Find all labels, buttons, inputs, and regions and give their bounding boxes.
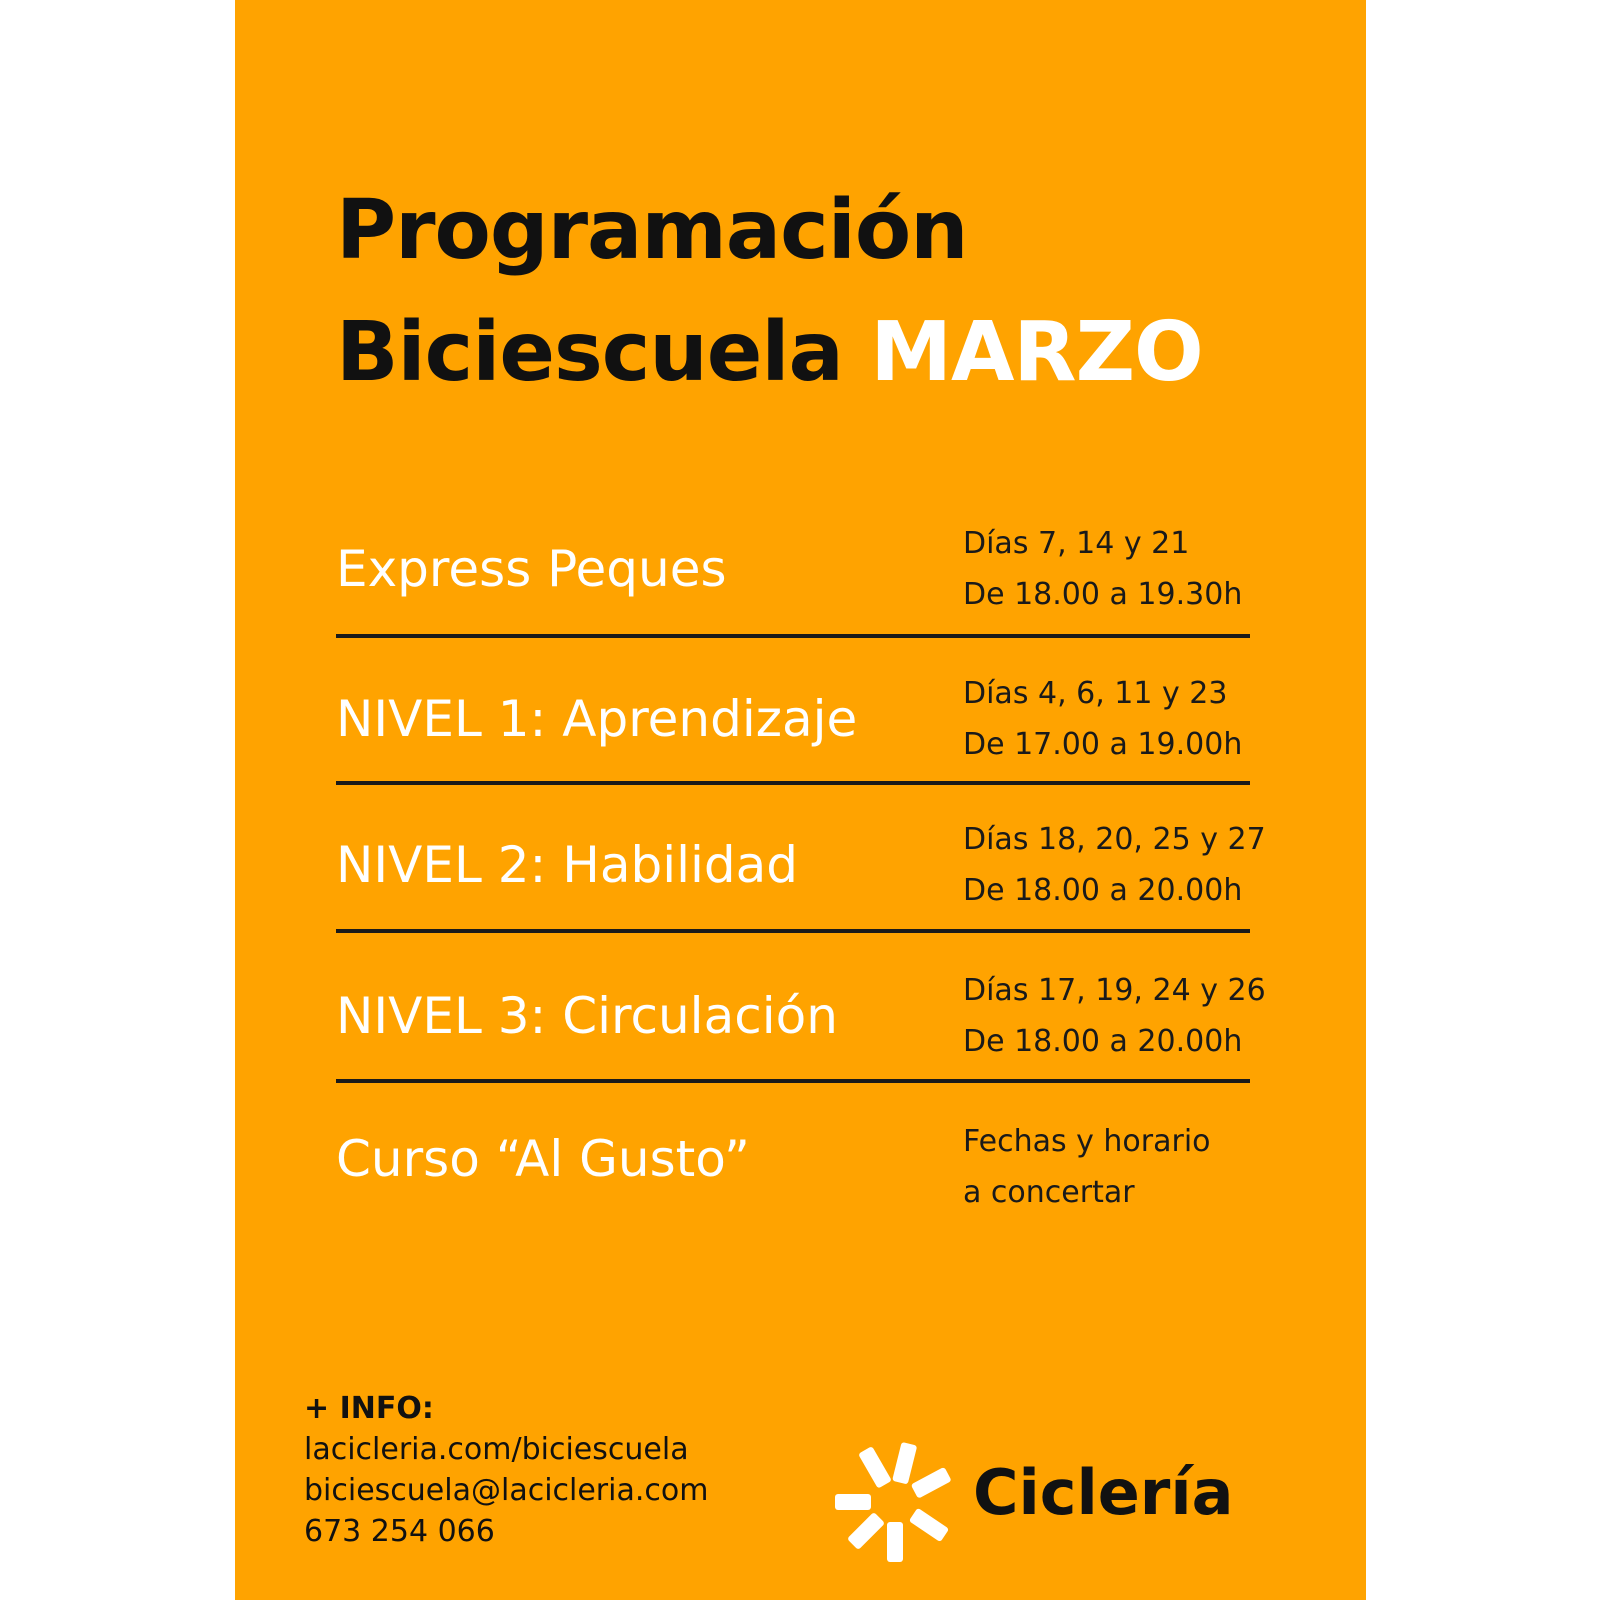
course-days: Días 4, 6, 11 y 23 xyxy=(963,676,1228,711)
course-name: NIVEL 3: Circulación xyxy=(336,987,838,1045)
divider xyxy=(336,781,1250,785)
course-hours: De 18.00 a 20.00h xyxy=(963,873,1243,908)
course-days: Días 7, 14 y 21 xyxy=(963,526,1190,561)
course-dates-note: Fechas y horario xyxy=(963,1124,1211,1159)
title-line1: Programación xyxy=(336,183,968,278)
title-biciescuela-marzo xyxy=(336,305,1203,400)
sunburst-icon xyxy=(835,1440,959,1564)
title-line2: Biciescuela xyxy=(336,305,843,400)
course-name: Curso “Al Gusto” xyxy=(336,1130,750,1188)
info-email: biciescuela@lacicleria.com xyxy=(304,1473,709,1508)
poster xyxy=(235,0,1366,1600)
course-hours: De 17.00 a 19.00h xyxy=(963,727,1243,762)
info-heading: + INFO: xyxy=(304,1391,434,1426)
course-name: NIVEL 2: Habilidad xyxy=(336,836,799,894)
course-name: NIVEL 1: Aprendizaje xyxy=(336,690,858,748)
info-block xyxy=(304,1388,708,1552)
cicleria-logo xyxy=(835,1440,1255,1570)
info-phone: 673 254 066 xyxy=(304,1514,495,1549)
title-month: MARZO xyxy=(870,305,1203,400)
course-schedule xyxy=(963,1116,1211,1218)
course-schedule xyxy=(963,965,1266,1067)
course-days: Días 18, 20, 25 y 27 xyxy=(963,822,1266,857)
course-schedule xyxy=(963,668,1242,770)
divider xyxy=(336,634,1250,638)
course-schedule xyxy=(963,518,1242,620)
course-hours: De 18.00 a 20.00h xyxy=(963,1024,1243,1059)
course-hours: De 18.00 a 19.30h xyxy=(963,577,1243,612)
course-days: Días 17, 19, 24 y 26 xyxy=(963,973,1266,1008)
divider xyxy=(336,1079,1250,1083)
divider xyxy=(336,929,1250,933)
course-name: Express Peques xyxy=(336,540,727,598)
course-schedule xyxy=(963,814,1266,916)
logo-text: Ciclería xyxy=(973,1456,1234,1529)
info-website: lacicleria.com/biciescuela xyxy=(304,1432,689,1467)
title-programacion xyxy=(336,183,968,278)
course-hours-note: a concertar xyxy=(963,1175,1135,1210)
